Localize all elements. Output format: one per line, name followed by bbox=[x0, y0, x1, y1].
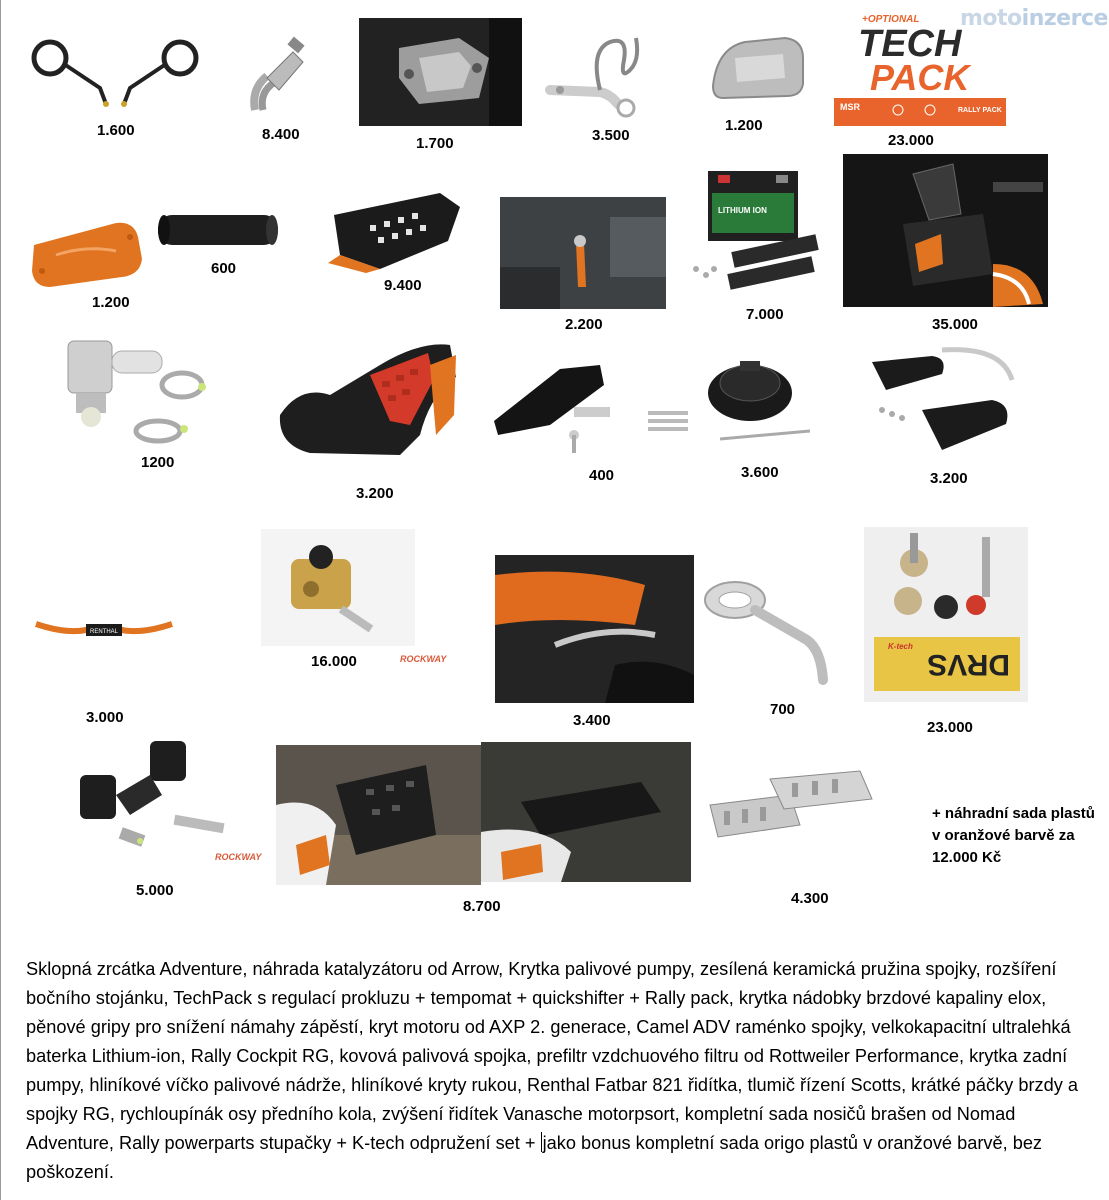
rear-pump-cover-image bbox=[490, 345, 620, 460]
svg-text:K-tech: K-tech bbox=[888, 642, 913, 651]
price-skid-plate: 9.400 bbox=[384, 277, 422, 294]
price-clutch-arm: 2.200 bbox=[565, 316, 603, 333]
svg-text:RENTHAL: RENTHAL bbox=[90, 629, 119, 635]
suspension-kit-image bbox=[864, 527, 1028, 702]
watermark-logo: motoinzerce bbox=[960, 6, 1108, 31]
rally-cockpit-image bbox=[843, 154, 1048, 307]
price-stand-extension: 1.200 bbox=[725, 117, 763, 134]
bonus-note: + náhradní sada plastů v oranžové barvě za 12.000 Kč bbox=[932, 805, 1095, 866]
skid-plate-image bbox=[320, 185, 470, 273]
mirrors-image bbox=[30, 36, 200, 111]
steering-damper-image bbox=[261, 529, 415, 646]
svg-text:MSR: MSR bbox=[840, 102, 860, 112]
exhaust-image bbox=[245, 34, 315, 116]
price-techpack: 23.000 bbox=[888, 132, 934, 149]
price-handguards: 3.200 bbox=[930, 470, 968, 487]
price-suspension: 23.000 bbox=[927, 719, 973, 736]
price-battery: 7.000 bbox=[746, 306, 784, 323]
description-part-1: Sklopná zrcátka Adventure, náhrada katalyzátoru od Arrow, Krytka palivové pumpy, zesílená keramická pružina spojky, rozšíření bočního stojánku, TechPack s regulací prokluzu + tempomat + quickshifter + Rally pack, krytka nádobky brzdové kapaliny elox, pěnové gripy pro snížení námahy zápěstí, kryt motoru od AXP 2. generace, Camel ADV raménko spojky, velkokapacitní ultralehká baterka Lithium-ion, Rally Cockpit RG, kovová palivová spojka, prefiltr vzdchuového filtru od Rottweiler Performance, krytka zadní pumpy, hliníkové víčko palivové nádrže, hliníkové kryty rukou, Renthal Fatbar 821 řidítka, tlumič řízení Scotts, krátké páčky brzdy a spojky RG, rychloupínák osy předního kola, zvýšení řidítek Vanasche motorpsort, kompletní sada nosičů brašen od Nomad Adventure, Rally powerparts stupačky + K-tech odpružení set + bbox=[26, 959, 1078, 1153]
brake-cap-image bbox=[26, 215, 146, 290]
price-fuel-cap: 3.600 bbox=[741, 464, 779, 481]
levers-image bbox=[495, 555, 694, 703]
price-axle-puller: 700 bbox=[770, 701, 796, 718]
risers-image bbox=[70, 735, 260, 860]
handguards-image bbox=[862, 340, 1022, 460]
handlebar-image bbox=[26, 550, 181, 702]
grips-image bbox=[154, 205, 284, 255]
price-grips: 600 bbox=[211, 260, 237, 277]
clutch-arm-image bbox=[500, 197, 666, 309]
price-rear-pump-cover: 400 bbox=[589, 467, 615, 484]
price-handlebar: 3.000 bbox=[86, 709, 124, 726]
stand-extension-image bbox=[705, 28, 810, 108]
page-edge bbox=[0, 0, 1, 1200]
description-part-2: jako bonus kompletní sada origo plastů v oranžové barvě, bez poškození. bbox=[26, 1133, 1043, 1182]
text-cursor bbox=[541, 1132, 542, 1152]
axle-puller-image bbox=[695, 570, 845, 690]
techpack-logo bbox=[830, 10, 1010, 128]
price-fuel-fitting: 1200 bbox=[141, 454, 175, 471]
svg-text:DRVS: DRVS bbox=[927, 648, 1010, 681]
battery-image bbox=[688, 165, 828, 300]
svg-text:PACK: PACK bbox=[870, 57, 970, 98]
racks-image-left bbox=[276, 745, 481, 885]
fuel-fitting-image bbox=[36, 325, 246, 465]
racks-image-right bbox=[481, 742, 691, 882]
price-footpegs: 4.300 bbox=[791, 890, 829, 907]
svg-text:LITHIUM ION: LITHIUM ION bbox=[718, 206, 767, 215]
price-clutch-spring: 3.500 bbox=[592, 127, 630, 144]
price-air-prefilter: 3.200 bbox=[356, 485, 394, 502]
price-racks: 8.700 bbox=[463, 898, 501, 915]
rockway-logo: ROCKWAY bbox=[400, 654, 447, 664]
price-steering-damper: 16.000 bbox=[311, 653, 357, 670]
price-fuel-pump-cover: 1.700 bbox=[416, 135, 454, 152]
price-exhaust: 8.400 bbox=[262, 126, 300, 143]
price-levers: 3.400 bbox=[573, 712, 611, 729]
clutch-spring-image bbox=[540, 30, 660, 120]
price-brake-cap: 1.200 bbox=[92, 294, 130, 311]
price-mirrors: 1.600 bbox=[97, 122, 135, 139]
svg-text:TECH: TECH bbox=[858, 23, 962, 65]
svg-text:RALLY PACK: RALLY PACK bbox=[958, 107, 1002, 114]
fuel-pump-cover-image bbox=[359, 18, 522, 126]
price-risers: 5.000 bbox=[136, 882, 174, 899]
fuel-cap-image bbox=[640, 335, 830, 450]
rockway-logo-2: ROCKWAY bbox=[215, 852, 262, 862]
price-rally-cockpit: 35.000 bbox=[932, 316, 978, 333]
air-prefilter-image bbox=[270, 325, 470, 475]
footpegs-image bbox=[700, 765, 890, 865]
description-text bbox=[26, 955, 1086, 1187]
svg-text:+OPTIONAL: +OPTIONAL bbox=[862, 14, 920, 25]
